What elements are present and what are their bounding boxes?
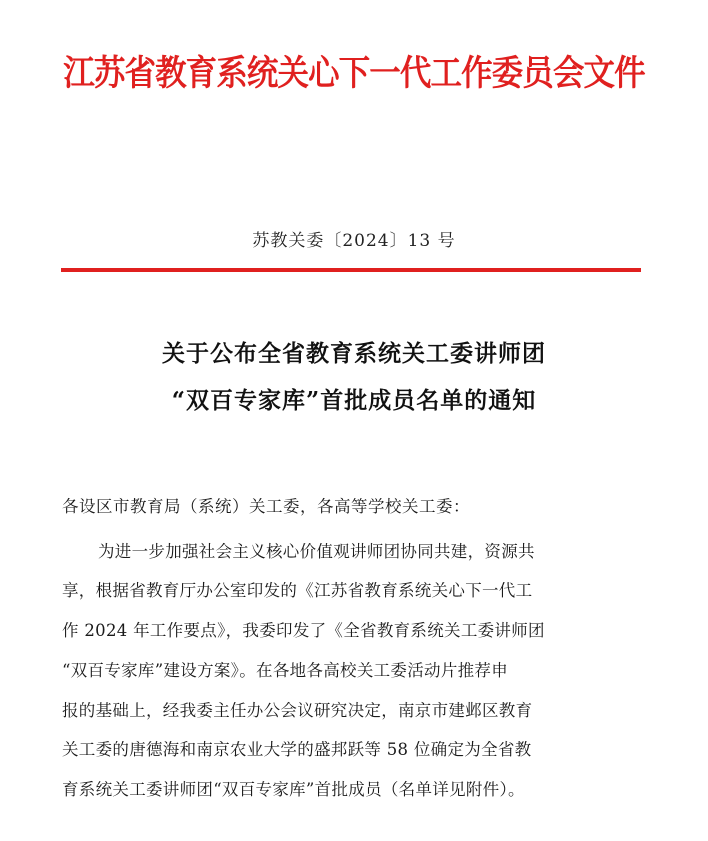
body-line-2: 享，根据省教育厅办公室印发的《江苏省教育系统关心下一代工 (62, 581, 533, 600)
salutation: 各设区市教育局（系统）关工委，各高等学校关工委： (62, 497, 470, 516)
body-line-4: “双百专家库”建设方案》。在各地各高校关工委活动片推荐申 (62, 661, 509, 680)
document-number: 苏教关委〔2024〕13 号 (252, 231, 456, 251)
body-line-3: 作 2024 年工作要点》，我委印发了《全省教育系统关工委讲师团 (62, 621, 545, 640)
body-line-1: 为进一步加强社会主义核心价值观讲师团协同共建，资源共 (98, 542, 535, 561)
issuer-header: 江苏省教育系统关心下一代工作委员会文件 (63, 53, 645, 94)
notice-title-line-2: “双百专家库”首批成员名单的通知 (171, 387, 537, 414)
body-line-5: 报的基础上，经我委主任办公会议研究决定，南京市建邺区教育 (62, 701, 533, 720)
body-line-6: 关工委的唐德海和南京农业大学的盛邦跃等 58 位确定为全省教 (62, 740, 532, 759)
header-divider (61, 268, 641, 272)
notice-title-line-1: 关于公布全省教育系统关工委讲师团 (162, 340, 546, 367)
body-line-7: 育系统关工委讲师团“双百专家库”首批成员（名单详见附件）。 (62, 780, 525, 799)
